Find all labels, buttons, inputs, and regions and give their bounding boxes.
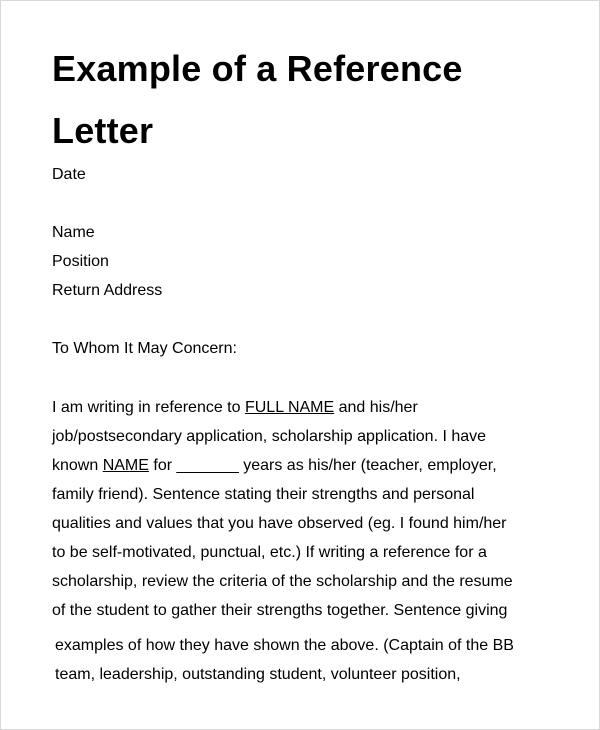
recipient-name: Name: [52, 224, 95, 241]
body-line-10: team, leadership, outstanding student, volunteer position,: [55, 666, 461, 683]
body-line-1-post: and his/her: [334, 399, 418, 416]
salutation: To Whom It May Concern:: [52, 340, 237, 357]
recipient-position: Position: [52, 253, 109, 270]
body-line-4: family friend). Sentence stating their strengths and personal: [52, 486, 475, 503]
body-line-6: to be self-motivated, punctual, etc.) If writing a reference for a: [52, 544, 487, 561]
body-line-7: scholarship, review the criteria of the scholarship and the resume: [52, 573, 513, 590]
title-line-1: Example of a Reference: [52, 48, 463, 89]
date-label: Date: [52, 166, 86, 183]
body-line-2: job/postsecondary application, scholarship application. I have: [52, 428, 487, 445]
body-line-3-pre: known: [52, 457, 103, 474]
document-title: [52, 38, 572, 162]
body-line-3-post: for _______ years as his/her (teacher, employer,: [148, 457, 497, 474]
body-line-5: qualities and values that you have observed (eg. I found him/her: [52, 515, 507, 532]
body-line-8: of the student to gather their strengths together. Sentence giving: [52, 602, 508, 619]
body-line-9: examples of how they have shown the above. (Captain of the BB: [55, 637, 514, 654]
recipient-return-address: Return Address: [52, 282, 163, 299]
full-name-placeholder: FULL NAME: [244, 399, 335, 416]
body-line-1: [52, 398, 418, 418]
body-line-1-pre: I am writing in reference to: [52, 399, 245, 416]
name-placeholder: NAME: [102, 457, 149, 474]
body-line-3: [52, 456, 497, 476]
title-line-2: Letter: [52, 110, 154, 151]
